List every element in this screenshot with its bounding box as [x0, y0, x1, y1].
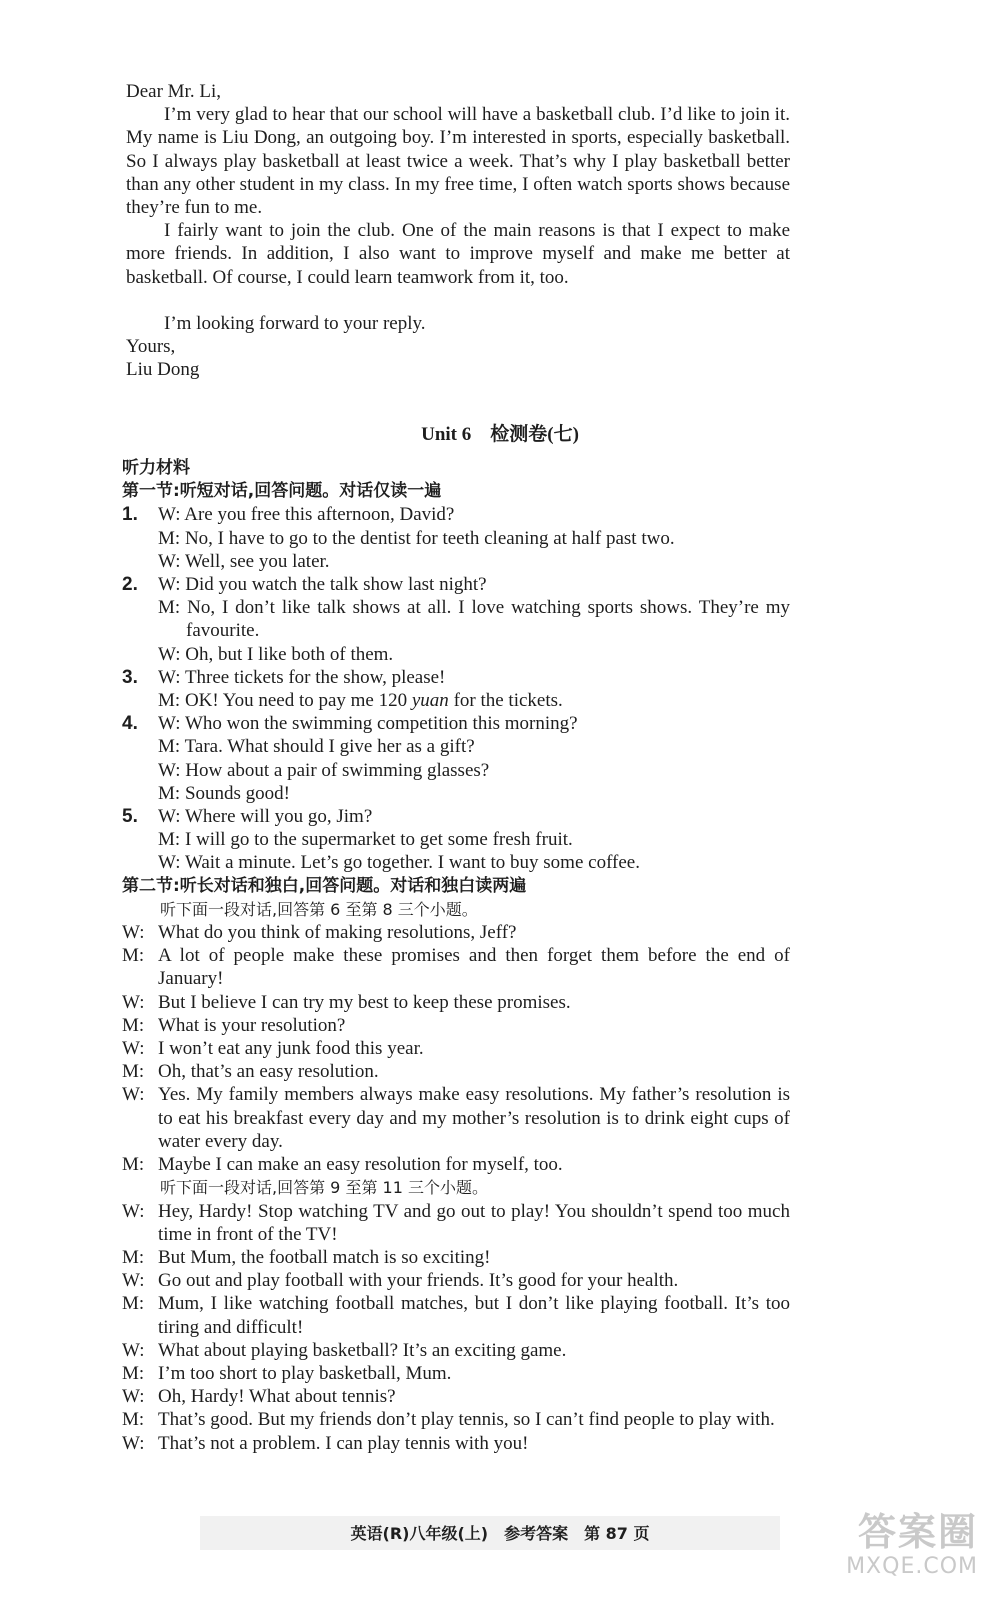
dialog-line [122, 944, 790, 990]
dialog-text: That’s not a problem. I can play tennis with you! [158, 1432, 529, 1454]
speaker: W: [158, 643, 181, 665]
speaker: W: [122, 1339, 145, 1361]
dialog-line [122, 759, 790, 782]
dialog-line [122, 1153, 790, 1176]
speaker: W: [122, 1432, 145, 1454]
dialog-text: Wait a minute. Let’s go together. I want to buy some coffee. [184, 852, 640, 874]
dialog-line [122, 921, 790, 944]
speaker: M: [158, 782, 181, 804]
speaker: W: [158, 806, 181, 828]
dialog-line [122, 596, 790, 642]
speaker: W: [158, 713, 181, 735]
speaker: M: [122, 1061, 145, 1083]
dialog-text: Where will you go, Jim? [184, 806, 373, 828]
dialog-text: Three tickets for the show, please! [184, 666, 446, 688]
listening-material [122, 457, 790, 1455]
dialog-text: Who won the swimming competition this morning? [184, 713, 578, 735]
speaker: W: [122, 1386, 145, 1408]
dialog-line [122, 573, 790, 596]
dialog-text: Hey, Hardy! Stop watching TV and go out to play! You shouldn’t spend too much time in front of the TV! [158, 1200, 790, 1245]
dialog-line [122, 735, 790, 758]
dialog-text: But I believe I can try my best to keep these promises. [158, 991, 571, 1013]
dialog-line [122, 527, 790, 550]
dialog-text: What about playing basketball? It’s an exciting game. [158, 1339, 567, 1361]
question-number: 2. [122, 574, 138, 596]
dialog-text: for the tickets. [448, 690, 563, 712]
dialog-text: Sounds good! [184, 782, 290, 804]
dialog-text: I will go to the supermarket to get some fresh fruit. [184, 829, 573, 851]
dialog-line [122, 550, 790, 573]
dialog-text: No, I don’t like talk shows at all. I love watching sports shows. They’re my favourite. [186, 597, 791, 642]
speaker: M: [122, 1014, 145, 1036]
speaker: M: [122, 1246, 145, 1268]
speaker: M: [158, 690, 181, 712]
question-number: 3. [122, 666, 138, 688]
dialog-text: Yes. My family members always make easy resolutions. My father’s resolution is to eat his breakfast every day and my mother’s resolution is to drink eight cups of water every day. [158, 1084, 790, 1152]
letter [126, 80, 790, 381]
watermark-logo [846, 1510, 978, 1580]
page-footer: 英语(R)八年级(上) 参考答案 第 87 页 [350, 1524, 650, 1543]
dialog-text: Well, see you later. [184, 550, 330, 572]
dialog-text: I won’t eat any junk food this year. [158, 1038, 424, 1060]
dialog-text: What is your resolution? [158, 1014, 346, 1036]
dialog-line [122, 712, 790, 735]
dialog-line [122, 1060, 790, 1083]
dialog-line [122, 643, 790, 666]
dialog-line [122, 666, 790, 689]
letter-salutation: Dear Mr. Li, [126, 81, 221, 102]
speaker: W: [158, 504, 181, 526]
dialog-text: I’m too short to play basketball, Mum. [158, 1362, 452, 1384]
question-number: 5. [122, 806, 138, 828]
dialog-line [122, 1200, 790, 1246]
dialog-line [122, 805, 790, 828]
dialog-line [122, 1339, 790, 1362]
listening-title: 听力材料 [122, 458, 190, 478]
letter-paragraph-1: I’m very glad to hear that our school will have a basketball club. I’d like to join it. My name is Liu Dong, an outgoing boy. I’m interested in sports, especially basketball. So I always play basketball at least twice a week. That’s why I play basketball better than any other student in my class. In my free time, I often watch sports shows because they’re fun to me. [126, 104, 790, 219]
speaker: W: [158, 574, 181, 596]
letter-signature: Liu Dong [126, 359, 200, 381]
dialog-line [122, 851, 790, 874]
speaker: W: [122, 1270, 145, 1292]
speaker: M: [158, 736, 181, 758]
currency-word: yuan [411, 690, 449, 712]
speaker: W: [122, 1084, 145, 1106]
dialog-line [122, 991, 790, 1014]
dialog-text: No, I have to go to the dentist for teeth cleaning at half past two. [184, 527, 675, 549]
dialog-text: Mum, I like watching football matches, but I don’t like playing football. It’s too tiring and difficult! [158, 1293, 790, 1338]
speaker: W: [122, 991, 145, 1013]
dialog-line [122, 1037, 790, 1060]
watermark-text: 答案圈 [857, 1510, 978, 1554]
speaker: M: [122, 1154, 145, 1176]
speaker: M: [122, 945, 145, 967]
speaker: M: [122, 1362, 145, 1384]
dialog-text: Oh, but I like both of them. [185, 643, 394, 665]
watermark-url: MXQE.COM [846, 1554, 978, 1579]
dialog-line [122, 1292, 790, 1338]
dialog-text: Go out and play football with your friends. It’s good for your health. [158, 1270, 679, 1292]
dialog-text: That’s good. But my friends don’t play tennis, so I can’t find people to play with. [158, 1409, 775, 1431]
speaker: W: [158, 666, 181, 688]
speaker: W: [122, 1200, 145, 1222]
section-2-heading: 第二节:听长对话和独白,回答问题。对话和独白读两遍 [122, 875, 527, 896]
dialog-line [122, 1432, 790, 1455]
dialog-text: Did you watch the talk show last night? [185, 574, 487, 596]
letter-closing: Yours, [126, 336, 176, 358]
dialog-text: How about a pair of swimming glasses? [185, 759, 490, 781]
dialog-line [122, 1362, 790, 1385]
speaker: M: [158, 527, 181, 549]
instruction: 听下面一段对话,回答第 6 至第 8 三个小题。 [160, 899, 478, 919]
speaker: W: [122, 1038, 145, 1060]
dialog-text: Oh, that’s an easy resolution. [158, 1061, 379, 1083]
speaker: W: [158, 759, 181, 781]
letter-paragraph-2: I fairly want to join the club. One of the main reasons is that I expect to make more friends. In addition, I also want to improve myself and make me better at basketball. Of course, I could learn teamwork from it, too. [126, 220, 790, 288]
speaker: W: [158, 852, 181, 874]
question-number: 4. [122, 713, 138, 735]
speaker: M: [122, 1409, 145, 1431]
dialog-line [122, 503, 790, 526]
dialog-text: A lot of people make these promises and then forget them before the end of January! [158, 945, 790, 990]
dialog-line [122, 1408, 790, 1431]
dialog-text: But Mum, the football match is so exciting! [158, 1246, 491, 1268]
dialog-line [122, 1246, 790, 1269]
dialog-line [122, 1269, 790, 1292]
dialog-line [122, 1385, 790, 1408]
speaker: M: [158, 829, 181, 851]
dialog-text: Oh, Hardy! What about tennis? [158, 1386, 396, 1408]
dialog-line [122, 1083, 790, 1153]
dialog-line [122, 1014, 790, 1037]
speaker: W: [158, 550, 181, 572]
instruction: 听下面一段对话,回答第 9 至第 11 三个小题。 [160, 1178, 488, 1198]
dialog-line [122, 828, 790, 851]
dialog-text: Tara. What should I give her as a gift? [184, 736, 475, 758]
section-1-heading: 第一节:听短对话,回答问题。对话仅读一遍 [122, 481, 442, 502]
dialog-line [122, 689, 790, 712]
speaker: W: [122, 922, 145, 944]
speaker: M: [158, 597, 181, 619]
dialog-line [122, 782, 790, 805]
unit-title: Unit 6 检测卷(七) [421, 424, 579, 445]
letter-paragraph-3: I’m looking forward to your reply. [164, 312, 426, 334]
dialog-text: OK! You need to pay me 120 [184, 690, 412, 712]
dialog-text: Maybe I can make an easy resolution for myself, too. [158, 1154, 563, 1176]
dialog-text: Are you free this afternoon, David? [184, 504, 455, 526]
speaker: M: [122, 1293, 145, 1315]
dialog-text: What do you think of making resolutions, Jeff? [158, 922, 517, 944]
question-number: 1. [122, 504, 138, 526]
